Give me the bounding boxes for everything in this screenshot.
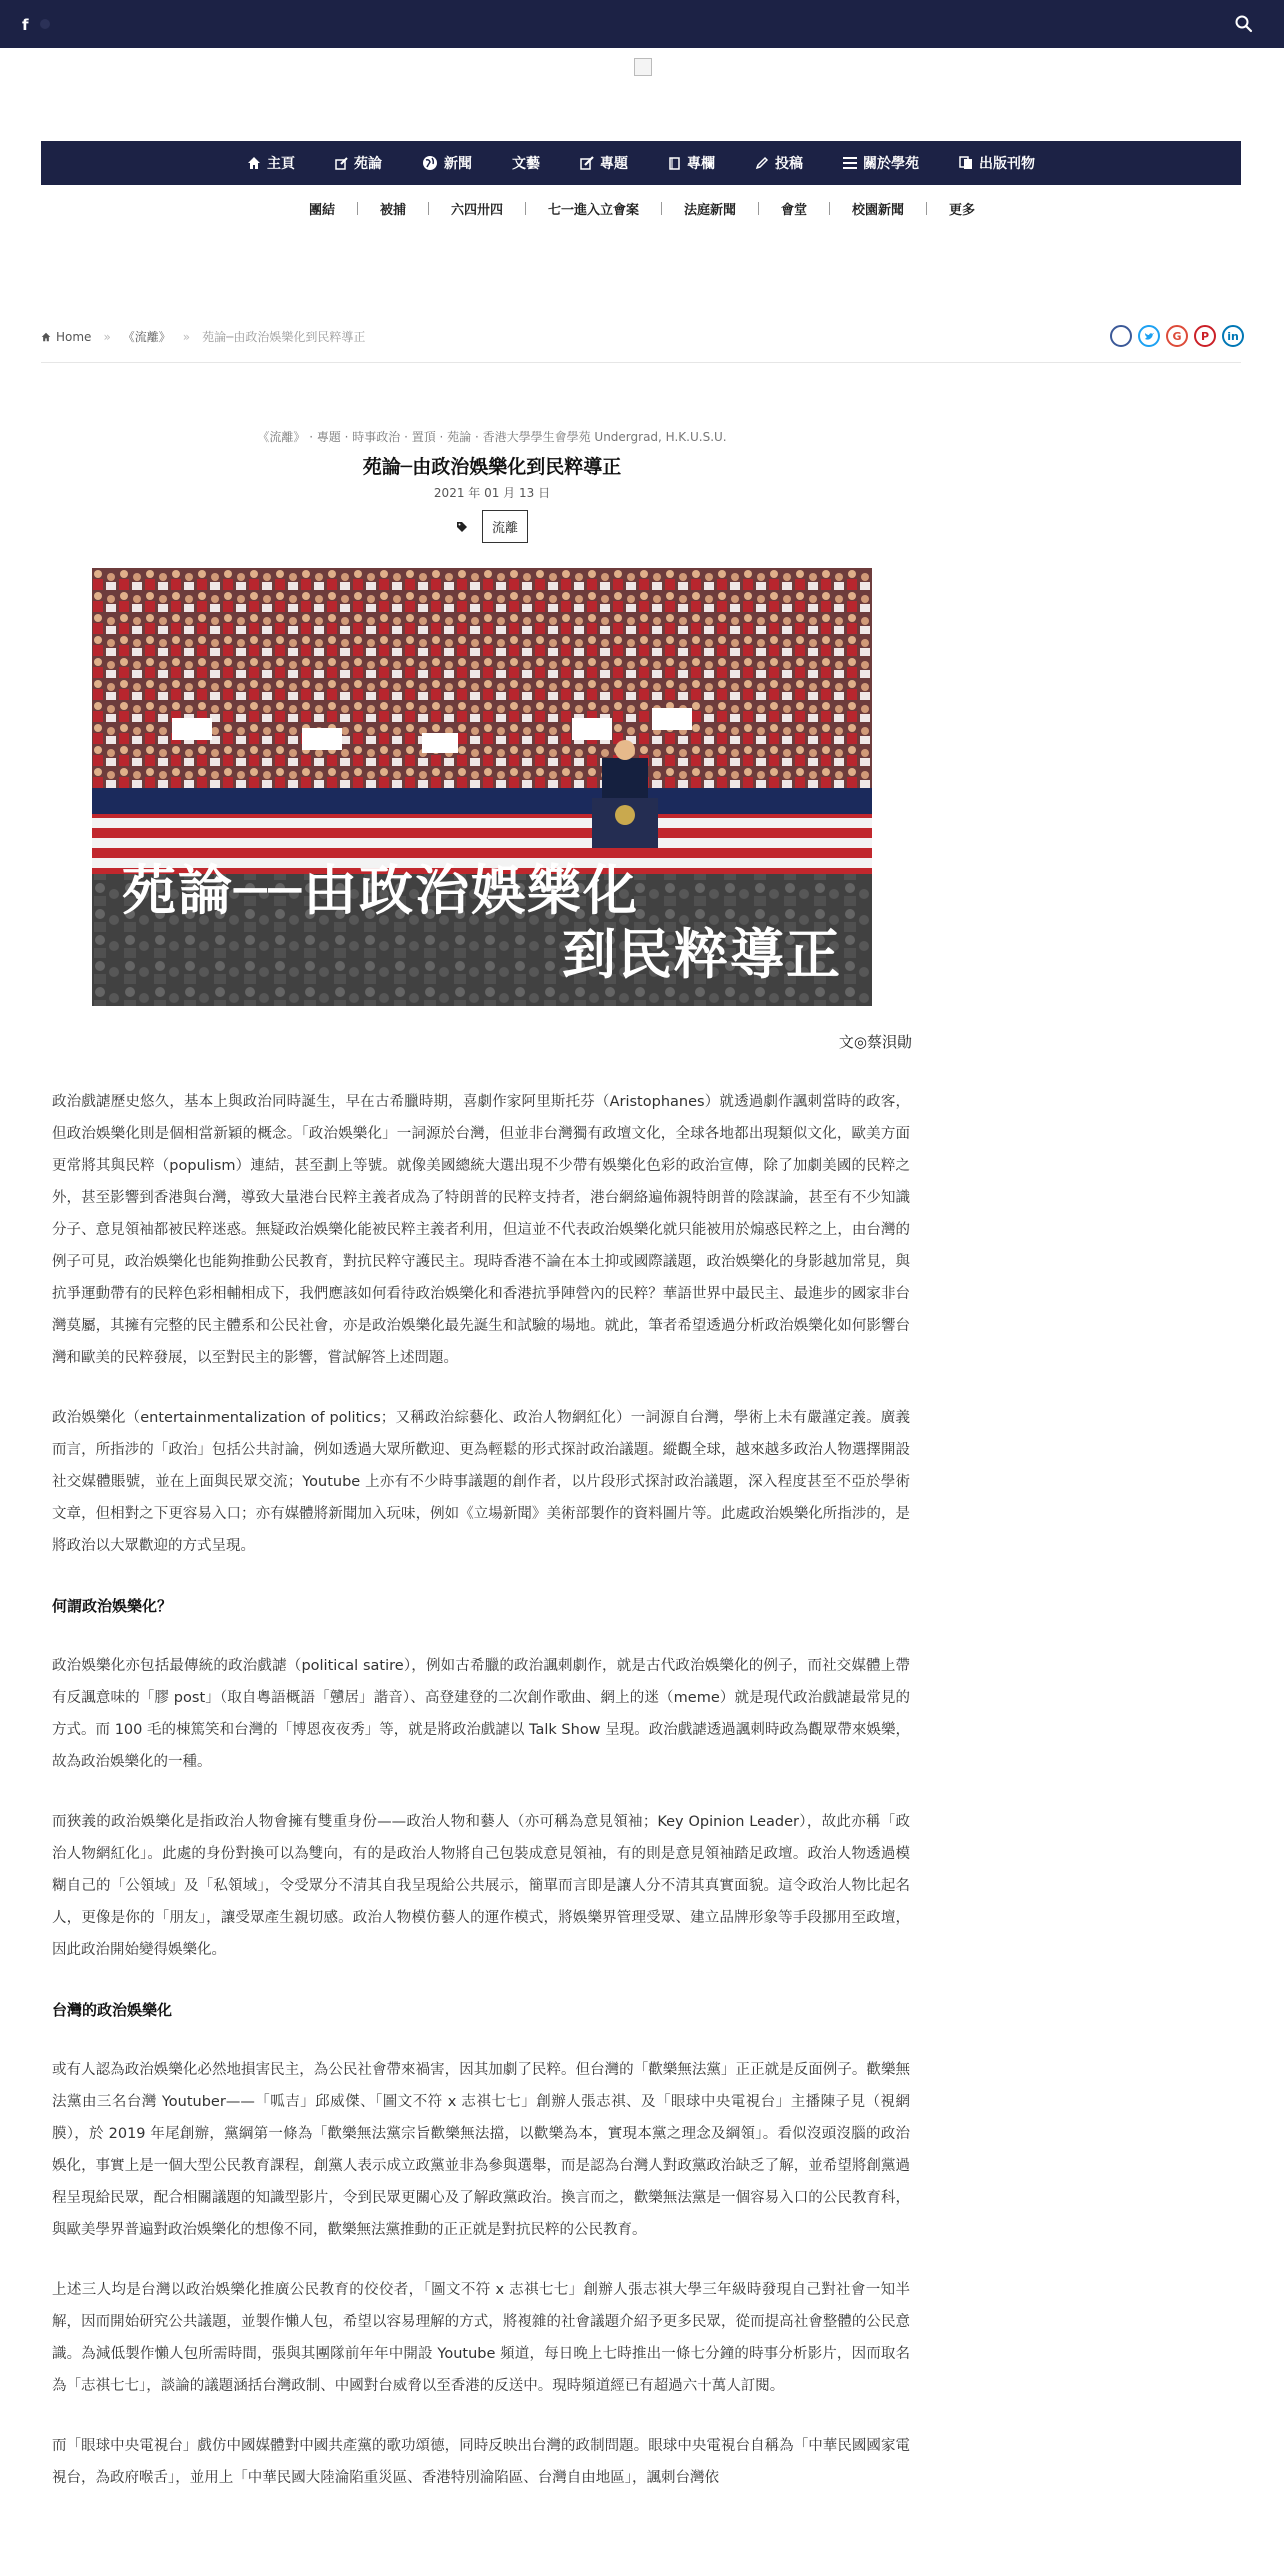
- paragraph: 或有人認為政治娛樂化必然地損害民主，為公民社會帶來禍害，因其加劇了民粹。但台灣的「歡樂無法黨」正正就是反面例子。歡樂無法黨由三名台灣 Youtuber——「呱吉」邱威傑、「圖文不符 x 志祺七七」創辦人張志祺、及「眼球中央電視台」主播陳子見（視網膜），於 2019 年尾創辦，黨綱第一條為「歡樂無法黨宗旨歡樂無法擋，以歡樂為本，實現本黨之理念及綱領」。看似沒頭沒腦的政治娛化，事實上是一個大型公民教育課程，創黨人表示成立政黨並非為參與選舉，而是認為台灣人對政黨政治缺乏了解，並希望將創黨過程呈現給民眾，配合相關議題的知識型影片，令到民眾更關心及了解政黨政治。換言而之，歡樂無法黨是一個容易入口的公民教育科，與歐美學界普遍對政治娛樂化的想像不同，歡樂無法黨推動的正正就是對抗民粹的公民教育。: [52, 2062, 910, 2238]
- twitter-share-icon[interactable]: [1138, 325, 1160, 347]
- main-nav: [41, 141, 1241, 185]
- book-icon: [668, 157, 681, 170]
- section-heading: 台灣的政治娛樂化: [52, 2001, 173, 2019]
- google-plus-share-icon[interactable]: G: [1166, 325, 1188, 347]
- nav-item-features[interactable]: [560, 153, 648, 173]
- site-logo[interactable]: [634, 58, 652, 76]
- hero-title-line1: 苑論──由政治娛樂化: [122, 858, 640, 922]
- section-heading: 何謂政治娛樂化？: [52, 1597, 173, 1615]
- social-icon[interactable]: [40, 19, 50, 29]
- home-icon: [41, 332, 51, 342]
- nav-item-home[interactable]: [227, 153, 315, 173]
- subnav-item[interactable]: 更多: [949, 202, 976, 218]
- post-date: 2021 年 01 月 13 日: [433, 486, 551, 500]
- globe-icon: [422, 155, 438, 171]
- nav-item-publications[interactable]: [939, 153, 1055, 173]
- paragraph: 政治娛樂化亦包括最傳統的政治戲謔（political satire），例如古希臘的政治諷刺劇作，就是古代政治娛樂化的例子，而社交媒體上帶有反諷意味的「膠 post」（取自粵語概語「戇居」諧音）、高登建登的二次創作歌曲、網上的迷（meme）就是現代政治戲謔最常見的方式。而 100 毛的棟篤笑和台灣的「博恩夜夜秀」等，就是將政治戲謔以 Talk Show 呈現。政治戲謔透過諷刺時政為觀眾帶來娛樂，故為政治娛樂化的一種。: [52, 1658, 910, 1770]
- nav-item-about[interactable]: [823, 153, 939, 173]
- copy-icon: [959, 156, 973, 170]
- nav-label: 關於學苑: [863, 156, 919, 172]
- post-tags: [0, 510, 984, 543]
- paragraph: 而「眼球中央電視台」戲仿中國媒體對中國共產黨的歌功頌德，同時反映出台灣的政制問題。眼球中央電視台自稱為「中華民國國家電視台，為政府喉舌」，並用上「中華民國大陸淪陷重災區、香港特別淪陷區、台灣自由地區」，諷刺台灣依: [52, 2438, 910, 2486]
- featured-image: [92, 568, 872, 1006]
- breadcrumb: [41, 328, 365, 345]
- divider: [41, 362, 1241, 363]
- nav-label: 文藝: [512, 156, 540, 172]
- nav-item-news[interactable]: [402, 153, 492, 173]
- top-bar: [0, 0, 1284, 48]
- share-buttons: [1110, 325, 1244, 347]
- nav-label: 主頁: [267, 156, 295, 172]
- breadcrumb-home[interactable]: Home: [56, 329, 92, 344]
- paragraph: 上述三人均是台灣以政治娛樂化推廣公民教育的佼佼者，「圖文不符 x 志祺七七」創辦人張志祺大學三年級時發現自己對社會一知半解，因而開始研究公共議題，並製作懶人包，希望以容易理解的方式，將複雜的社會議題介紹予更多民眾，從而提高社會整體的公民意識。為減低製作懶人包所需時間，張與其團隊前年年中開設 Youtube 頻道，每日晚上七時推出一條七分鐘的時事分析影片，因而取名為「志祺七七」，談論的議題涵括台灣政制、中國對台威脅以至香港的反送中。現時頻道經已有超過六十萬人訂閱。: [52, 2282, 910, 2394]
- subnav-item[interactable]: 被捕: [379, 202, 406, 218]
- hero-title-line2: 到民粹導正: [562, 922, 842, 986]
- subnav-item[interactable]: 校園新聞: [852, 202, 905, 218]
- article-body: [52, 1086, 910, 2522]
- subnav-item[interactable]: 法庭新聞: [684, 202, 737, 218]
- page-title: 苑論─由政治娛樂化到民粹導正: [362, 456, 622, 478]
- tag-icon: [456, 521, 468, 533]
- paragraph: 政治娛樂化（entertainmentalization of politics；又稱政治綜藝化、政治人物網紅化）一詞源自台灣，學術上未有嚴謹定義。廣義而言，所指涉的「政治」包括公共討論，例如透過大眾所歡迎、更為輕鬆的形式探討政治議題。縱觀全球，越來越多政治人物選擇開設社交媒體賬號，並在上面與民眾交流；Youtube 上亦有不少時事議題的創作者，以片段形式探討政治議題，深入程度甚至不亞於學術文章，但相對之下更容易入口；亦有媒體將新聞加入玩味，例如《立場新聞》美術部製作的資料圖片等。此處政治娛樂化所指涉的，是將政治以大眾歡迎的方式呈現。: [52, 1410, 910, 1554]
- nav-item-arts[interactable]: [492, 153, 560, 173]
- nav-label: 專題: [600, 156, 628, 172]
- home-icon: [247, 156, 261, 170]
- secondary-nav: [0, 196, 1284, 220]
- breadcrumb-separator: »: [103, 329, 111, 344]
- nav-item-editorial[interactable]: [315, 153, 402, 173]
- subnav-item[interactable]: 七一進入立會案: [547, 202, 639, 218]
- facebook-share-icon[interactable]: [1110, 325, 1132, 347]
- post-categories[interactable]: 《流離》 · 專題 · 時事政治 · 置頂 · 苑論 · 香港大學學生會學苑 Undergrad, H.K.U.S.U.: [257, 430, 727, 444]
- search-icon[interactable]: [1234, 14, 1254, 34]
- edit-icon: [580, 156, 594, 170]
- nav-item-submit[interactable]: [735, 153, 823, 173]
- tag-link[interactable]: 流離: [482, 510, 528, 543]
- pencil-square-icon: [335, 157, 348, 170]
- breadcrumb-category[interactable]: 《流離》: [122, 330, 171, 344]
- nav-label: 投稿: [775, 156, 803, 172]
- menu-icon: [843, 157, 857, 169]
- nav-label: 出版刊物: [979, 156, 1035, 172]
- paragraph: 政治戲謔歷史悠久，基本上與政治同時誕生，早在古希臘時期，喜劇作家阿里斯托芬（Aristophanes）就透過劇作諷刺當時的政客，但政治娛樂化則是個相當新穎的概念。「政治娛樂化」一詞源於台灣，但並非台灣獨有政壇文化，全球各地都出現類似文化，歐美方面更常將其與民粹（populism）連結，甚至劃上等號。就像美國總統大選出現不少帶有娛樂化色彩的政治宣傳，除了加劇美國的民粹之外，甚至影響到香港與台灣，導致大量港台民粹主義者成為了特朗普的民粹支持者，港台網絡遍佈親特朗普的陰謀論，甚至有不少知識分子、意見領袖都被民粹迷惑。無疑政治娛樂化能被民粹主義者利用，但這並不代表政治娛樂化就只能被用於煽惑民粹之上，由台灣的例子可見，政治娛樂化也能夠推動公民教育，對抗民粹守護民主。現時香港不論在本土抑或國際議題，政治娛樂化的身影越加常見，與抗爭運動帶有的民粹色彩相輔相成下，我們應該如何看待政治娛樂化和香港抗爭陣營內的民粹？華語世界中最民主、最進步的國家非台灣莫屬，其擁有完整的民主體系和公民社會，亦是政治娛樂化最先誕生和試驗的場地。就此，筆者希望透過分析政治娛樂化如何影響台灣和歐美的民粹發展，以至對民主的影響，嘗試解答上述問題。: [52, 1094, 910, 1366]
- paragraph: 而狹義的政治娛樂化是指政治人物會擁有雙重身份——政治人物和藝人（亦可稱為意見領袖；Key Opinion Leader），故此亦稱「政治人物網紅化」。此處的身份對換可以為雙向，有的是政治人物將自己包裝成意見領袖，有的則是意見領袖踏足政壇。政治人物透過模糊自己的「公領域」及「私領域」，令受眾分不清其自我呈現給公共展示，簡單而言即是讓人分不清其真實面貌。這令政治人物比起名人，更像是你的「朋友」，讓受眾產生親切感。政治人物模仿藝人的運作模式，將娛樂界管理受眾、建立品牌形象等手段挪用至政壇，因此政治開始變得娛樂化。: [52, 1814, 910, 1958]
- subnav-item[interactable]: 團結: [308, 202, 335, 218]
- facebook-icon[interactable]: f: [22, 16, 29, 34]
- nav-label: 苑論: [354, 156, 382, 172]
- nav-item-columns[interactable]: [648, 153, 735, 173]
- pen-icon: [755, 156, 769, 170]
- author-byline: 文◎蔡浿勛: [838, 1033, 912, 1051]
- linkedin-share-icon[interactable]: in: [1222, 325, 1244, 347]
- subnav-item[interactable]: 六四卅四: [450, 202, 503, 218]
- nav-label: 專欄: [687, 156, 715, 172]
- breadcrumb-separator: »: [182, 329, 191, 344]
- pinterest-share-icon[interactable]: P: [1194, 325, 1216, 347]
- nav-label: 新聞: [444, 156, 472, 172]
- subnav-item[interactable]: 會堂: [781, 202, 808, 218]
- breadcrumb-current: 苑論─由政治娛樂化到民粹導正: [202, 330, 366, 344]
